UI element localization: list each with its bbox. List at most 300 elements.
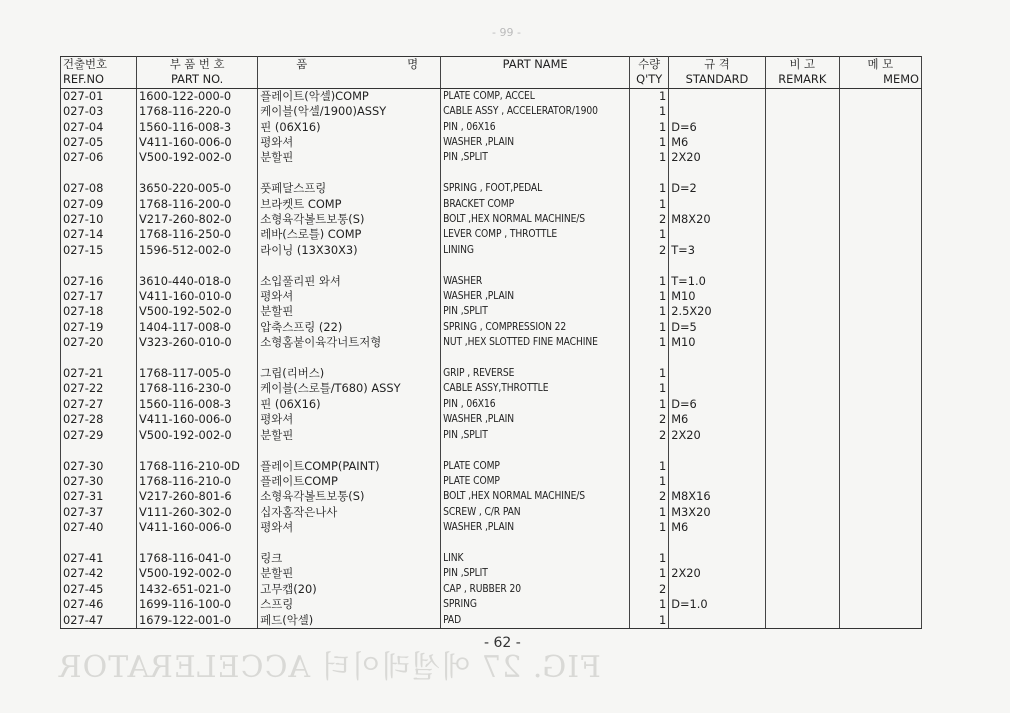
standard-cell: D=5 — [669, 320, 766, 335]
korean-name-cell: 케이블(스로틀/T680) ASSY — [258, 381, 441, 396]
ref-no-cell: 027-29 — [61, 428, 137, 443]
remark-cell — [765, 381, 839, 396]
part-no-cell: 1600-122-000-0 — [137, 88, 258, 104]
table-row — [61, 536, 922, 551]
part-name-cell: PIN ,SPLIT — [441, 428, 630, 443]
remark-cell — [765, 212, 839, 227]
ref-no-cell: 027-16 — [61, 274, 137, 289]
header-memo: MEMO — [839, 72, 921, 88]
qty-cell: 1 — [630, 104, 669, 119]
table-row — [61, 505, 922, 520]
qty-cell: 1 — [630, 335, 669, 350]
remark-cell — [765, 597, 839, 612]
part-name-cell: LEVER COMP , THROTTLE — [441, 227, 630, 242]
header-row-korean — [61, 57, 922, 73]
memo-cell — [839, 304, 921, 319]
qty-cell: 1 — [630, 381, 669, 396]
ref-no-cell — [61, 351, 137, 366]
remark-cell — [765, 412, 839, 427]
remark-cell — [765, 120, 839, 135]
korean-name-cell: 분할핀 — [258, 150, 441, 165]
qty-cell: 2 — [630, 243, 669, 258]
standard-cell: 2X20 — [669, 566, 766, 581]
korean-name-cell: 라이닝 (13X30X3) — [258, 243, 441, 258]
korean-name-cell: 레바(스로틀) COMP — [258, 227, 441, 242]
part-no-cell: V500-192-002-0 — [137, 150, 258, 165]
table-row — [61, 135, 922, 150]
memo-cell — [839, 459, 921, 474]
table-row — [61, 566, 922, 581]
header-part-kor: 부 품 번 호 — [137, 57, 258, 73]
korean-name-cell: 평와셔 — [258, 289, 441, 304]
part-name-cell: SPRING — [441, 597, 630, 612]
korean-name-cell: 분할핀 — [258, 566, 441, 581]
part-no-cell: V411-160-010-0 — [137, 289, 258, 304]
korean-name-cell — [258, 351, 441, 366]
part-name-cell: PIN ,SPLIT — [441, 304, 630, 319]
parts-rows — [61, 88, 922, 628]
part-no-cell: V411-160-006-0 — [137, 520, 258, 535]
part-no-cell: 1768-117-005-0 — [137, 366, 258, 381]
bleed-through-text: FIG. 27 에셀레이터 ACCELERATOR — [58, 650, 601, 685]
korean-name-cell: 소입풀리핀 와셔 — [258, 274, 441, 289]
part-name-cell: WASHER ,PLAIN — [441, 289, 630, 304]
memo-cell — [839, 520, 921, 535]
ref-no-cell: 027-21 — [61, 366, 137, 381]
standard-cell: T=1.0 — [669, 274, 766, 289]
korean-name-cell: 페드(악셀) — [258, 613, 441, 629]
ref-no-cell — [61, 536, 137, 551]
qty-cell: 1 — [630, 274, 669, 289]
remark-cell — [765, 366, 839, 381]
table-row — [61, 104, 922, 119]
memo-cell — [839, 443, 921, 458]
standard-cell: M8X16 — [669, 489, 766, 504]
part-no-cell: 1404-117-008-0 — [137, 320, 258, 335]
part-no-cell: V323-260-010-0 — [137, 335, 258, 350]
header-row-english — [61, 72, 922, 88]
qty-cell: 1 — [630, 227, 669, 242]
standard-cell: M6 — [669, 412, 766, 427]
standard-cell: M6 — [669, 135, 766, 150]
korean-name-cell: 풋페달스프링 — [258, 181, 441, 196]
korean-name-cell: 소형육각볼트보통(S) — [258, 212, 441, 227]
memo-cell — [839, 613, 921, 629]
memo-cell — [839, 227, 921, 242]
ref-no-cell: 027-09 — [61, 197, 137, 212]
remark-cell — [765, 304, 839, 319]
remark-cell — [765, 289, 839, 304]
ref-no-cell: 027-37 — [61, 505, 137, 520]
ref-no-cell: 027-18 — [61, 304, 137, 319]
table-row — [61, 150, 922, 165]
memo-cell — [839, 243, 921, 258]
part-name-cell: BRACKET COMP — [441, 197, 630, 212]
remark-cell — [765, 489, 839, 504]
qty-cell: 1 — [630, 197, 669, 212]
header-part-name: PART NAME — [441, 57, 630, 73]
korean-name-cell: 플레이트COMP — [258, 474, 441, 489]
standard-cell — [669, 613, 766, 629]
part-name-cell: WASHER ,PLAIN — [441, 135, 630, 150]
remark-cell — [765, 582, 839, 597]
memo-cell — [839, 397, 921, 412]
table-row — [61, 443, 922, 458]
standard-cell — [669, 551, 766, 566]
ref-no-cell: 027-31 — [61, 489, 137, 504]
ref-no-cell: 027-47 — [61, 613, 137, 629]
ref-no-cell: 027-17 — [61, 289, 137, 304]
qty-cell: 1 — [630, 505, 669, 520]
korean-name-cell: 평와셔 — [258, 412, 441, 427]
header-name-kor — [258, 57, 441, 73]
remark-cell — [765, 520, 839, 535]
standard-cell — [669, 197, 766, 212]
qty-cell: 1 — [630, 320, 669, 335]
part-no-cell: 1560-116-008-3 — [137, 397, 258, 412]
memo-cell — [839, 197, 921, 212]
remark-cell — [765, 351, 839, 366]
table-row — [61, 489, 922, 504]
memo-cell — [839, 120, 921, 135]
part-no-cell: 1768-116-200-0 — [137, 197, 258, 212]
part-no-cell: V217-260-802-0 — [137, 212, 258, 227]
memo-cell — [839, 566, 921, 581]
remark-cell — [765, 258, 839, 273]
memo-cell — [839, 104, 921, 119]
memo-cell — [839, 88, 921, 104]
qty-cell: 2 — [630, 489, 669, 504]
part-name-cell: CABLE ASSY , ACCELERATOR/1900 — [441, 104, 630, 119]
part-no-cell — [137, 258, 258, 273]
table-row — [61, 304, 922, 319]
header-ref-kor: 건출번호 — [61, 57, 137, 73]
korean-name-cell: 십자홈작은나사 — [258, 505, 441, 520]
header-standard-kor: 규 격 — [669, 57, 766, 73]
table-row — [61, 597, 922, 612]
table-row — [61, 428, 922, 443]
memo-cell — [839, 135, 921, 150]
korean-name-cell: 압축스프링 (22) — [258, 320, 441, 335]
table-row — [61, 289, 922, 304]
table-row — [61, 582, 922, 597]
qty-cell: 1 — [630, 150, 669, 165]
part-no-cell: 1596-512-002-0 — [137, 243, 258, 258]
remark-cell — [765, 613, 839, 629]
part-name-cell: PIN , 06X16 — [441, 397, 630, 412]
standard-cell: D=1.0 — [669, 597, 766, 612]
qty-cell: 1 — [630, 397, 669, 412]
header-ref-no: REF.NO — [61, 72, 137, 88]
memo-cell — [839, 212, 921, 227]
memo-cell — [839, 551, 921, 566]
korean-name-cell — [258, 443, 441, 458]
part-name-cell: PLATE COMP — [441, 474, 630, 489]
part-name-cell: LINING — [441, 243, 630, 258]
memo-cell — [839, 335, 921, 350]
part-no-cell: V411-160-006-0 — [137, 135, 258, 150]
standard-cell — [669, 582, 766, 597]
korean-name-cell: 스프링 — [258, 597, 441, 612]
remark-cell — [765, 320, 839, 335]
header-ename-blank — [441, 72, 630, 88]
korean-name-cell: 링크 — [258, 551, 441, 566]
part-no-cell: 1768-116-250-0 — [137, 227, 258, 242]
qty-cell: 2 — [630, 428, 669, 443]
memo-cell — [839, 489, 921, 504]
part-no-cell: 1432-651-021-0 — [137, 582, 258, 597]
standard-cell: M10 — [669, 335, 766, 350]
remark-cell — [765, 459, 839, 474]
korean-name-cell: 고무캡(20) — [258, 582, 441, 597]
qty-cell: 2 — [630, 212, 669, 227]
standard-cell — [669, 88, 766, 104]
qty-cell — [630, 258, 669, 273]
standard-cell: D=6 — [669, 120, 766, 135]
standard-cell — [669, 258, 766, 273]
standard-cell — [669, 166, 766, 181]
qty-cell: 1 — [630, 474, 669, 489]
part-name-cell — [441, 443, 630, 458]
korean-name-cell: 평와셔 — [258, 520, 441, 535]
part-name-cell: WASHER — [441, 274, 630, 289]
part-no-cell: 1768-116-220-0 — [137, 104, 258, 119]
part-name-cell: CAP , RUBBER 20 — [441, 582, 630, 597]
table-row — [61, 197, 922, 212]
table-row — [61, 397, 922, 412]
qty-cell: 1 — [630, 135, 669, 150]
remark-cell — [765, 227, 839, 242]
part-name-cell — [441, 166, 630, 181]
top-page-mark: - 99 - — [492, 26, 521, 39]
header-standard: STANDARD — [669, 72, 766, 88]
part-name-cell: SCREW , C/R PAN — [441, 505, 630, 520]
remark-cell — [765, 474, 839, 489]
page-number: - 62 - — [484, 635, 521, 651]
korean-name-cell: 케이블(악셀/1900)ASSY — [258, 104, 441, 119]
remark-cell — [765, 181, 839, 196]
korean-name-cell: 핀 (06X16) — [258, 120, 441, 135]
memo-cell — [839, 597, 921, 612]
standard-cell — [669, 351, 766, 366]
ref-no-cell: 027-03 — [61, 104, 137, 119]
qty-cell: 1 — [630, 366, 669, 381]
remark-cell — [765, 166, 839, 181]
qty-cell — [630, 443, 669, 458]
standard-cell — [669, 443, 766, 458]
qty-cell — [630, 536, 669, 551]
part-name-cell — [441, 258, 630, 273]
remark-cell — [765, 274, 839, 289]
memo-cell — [839, 428, 921, 443]
table-row — [61, 412, 922, 427]
part-name-cell: BOLT ,HEX NORMAL MACHINE/S — [441, 489, 630, 504]
ref-no-cell: 027-30 — [61, 459, 137, 474]
korean-name-cell: 플레이트COMP(PAINT) — [258, 459, 441, 474]
remark-cell — [765, 443, 839, 458]
table-row — [61, 243, 922, 258]
qty-cell — [630, 351, 669, 366]
table-row — [61, 258, 922, 273]
standard-cell — [669, 381, 766, 396]
header-qty: Q'TY — [630, 72, 669, 88]
part-no-cell: 1560-116-008-3 — [137, 120, 258, 135]
remark-cell — [765, 135, 839, 150]
header-qty-kor: 수량 — [630, 57, 669, 73]
ref-no-cell: 027-06 — [61, 150, 137, 165]
header-name-kor-2: 명 — [407, 57, 419, 71]
memo-cell — [839, 320, 921, 335]
header-memo-kor: 메 모 — [839, 57, 921, 73]
part-no-cell — [137, 536, 258, 551]
korean-name-cell: 평와셔 — [258, 135, 441, 150]
standard-cell — [669, 474, 766, 489]
korean-name-cell: 그립(리버스) — [258, 366, 441, 381]
ref-no-cell: 027-01 — [61, 88, 137, 104]
remark-cell — [765, 428, 839, 443]
table-row — [61, 227, 922, 242]
qty-cell: 1 — [630, 289, 669, 304]
korean-name-cell: 소형육각볼트보통(S) — [258, 489, 441, 504]
standard-cell — [669, 536, 766, 551]
part-no-cell: 1768-116-230-0 — [137, 381, 258, 396]
memo-cell — [839, 166, 921, 181]
remark-cell — [765, 551, 839, 566]
standard-cell: M10 — [669, 289, 766, 304]
standard-cell: 2.5X20 — [669, 304, 766, 319]
part-name-cell: NUT ,HEX SLOTTED FINE MACHINE — [441, 335, 630, 350]
table-row — [61, 335, 922, 350]
remark-cell — [765, 243, 839, 258]
korean-name-cell — [258, 536, 441, 551]
header-remark-kor: 비 고 — [765, 57, 839, 73]
table-row — [61, 613, 922, 629]
ref-no-cell: 027-20 — [61, 335, 137, 350]
memo-cell — [839, 412, 921, 427]
qty-cell: 2 — [630, 582, 669, 597]
part-name-cell — [441, 351, 630, 366]
part-no-cell — [137, 166, 258, 181]
qty-cell: 1 — [630, 551, 669, 566]
parts-list-table — [60, 56, 922, 629]
table-row — [61, 551, 922, 566]
remark-cell — [765, 150, 839, 165]
part-name-cell: WASHER ,PLAIN — [441, 520, 630, 535]
memo-cell — [839, 536, 921, 551]
part-name-cell: PIN ,SPLIT — [441, 566, 630, 581]
standard-cell — [669, 459, 766, 474]
ref-no-cell: 027-10 — [61, 212, 137, 227]
korean-name-cell: 분할핀 — [258, 428, 441, 443]
qty-cell: 1 — [630, 459, 669, 474]
memo-cell — [839, 366, 921, 381]
part-no-cell: V500-192-002-0 — [137, 428, 258, 443]
header-part-no: PART NO. — [137, 72, 258, 88]
part-no-cell: 3650-220-005-0 — [137, 181, 258, 196]
part-no-cell: V411-160-006-0 — [137, 412, 258, 427]
ref-no-cell: 027-40 — [61, 520, 137, 535]
table-row — [61, 274, 922, 289]
remark-cell — [765, 335, 839, 350]
memo-cell — [839, 150, 921, 165]
qty-cell: 2 — [630, 412, 669, 427]
part-name-cell: PAD — [441, 613, 630, 629]
header-name-kor-1: 품 — [296, 57, 308, 71]
standard-cell: D=2 — [669, 181, 766, 196]
header-name-blank — [258, 72, 441, 88]
table-row — [61, 320, 922, 335]
memo-cell — [839, 181, 921, 196]
part-name-cell: PLATE COMP, ACCEL — [441, 88, 630, 104]
part-name-cell: GRIP , REVERSE — [441, 366, 630, 381]
korean-name-cell: 소형홈붙이육각너트저형 — [258, 335, 441, 350]
ref-no-cell — [61, 443, 137, 458]
remark-cell — [765, 397, 839, 412]
part-no-cell: V500-192-502-0 — [137, 304, 258, 319]
memo-cell — [839, 582, 921, 597]
memo-cell — [839, 381, 921, 396]
remark-cell — [765, 104, 839, 119]
table-row — [61, 88, 922, 104]
ref-no-cell: 027-27 — [61, 397, 137, 412]
qty-cell: 1 — [630, 520, 669, 535]
remark-cell — [765, 197, 839, 212]
qty-cell: 1 — [630, 566, 669, 581]
part-name-cell: PIN , 06X16 — [441, 120, 630, 135]
korean-name-cell — [258, 166, 441, 181]
memo-cell — [839, 505, 921, 520]
ref-no-cell: 027-19 — [61, 320, 137, 335]
qty-cell: 1 — [630, 613, 669, 629]
part-name-cell: BOLT ,HEX NORMAL MACHINE/S — [441, 212, 630, 227]
part-name-cell: SPRING , FOOT,PEDAL — [441, 181, 630, 196]
qty-cell: 1 — [630, 88, 669, 104]
korean-name-cell — [258, 258, 441, 273]
part-no-cell: 1768-116-210-0 — [137, 474, 258, 489]
ref-no-cell — [61, 258, 137, 273]
table-row — [61, 381, 922, 396]
table-row — [61, 181, 922, 196]
qty-cell: 1 — [630, 597, 669, 612]
table-row — [61, 474, 922, 489]
ref-no-cell: 027-15 — [61, 243, 137, 258]
ref-no-cell — [61, 166, 137, 181]
memo-cell — [839, 474, 921, 489]
table-row — [61, 459, 922, 474]
header-remark: REMARK — [765, 72, 839, 88]
part-no-cell: 1699-116-100-0 — [137, 597, 258, 612]
ref-no-cell: 027-41 — [61, 551, 137, 566]
standard-cell: M3X20 — [669, 505, 766, 520]
korean-name-cell: 브라켓트 COMP — [258, 197, 441, 212]
part-no-cell: 1679-122-001-0 — [137, 613, 258, 629]
korean-name-cell: 분할핀 — [258, 304, 441, 319]
standard-cell: 2X20 — [669, 428, 766, 443]
ref-no-cell: 027-45 — [61, 582, 137, 597]
ref-no-cell: 027-14 — [61, 227, 137, 242]
part-name-cell: PIN ,SPLIT — [441, 150, 630, 165]
table-row — [61, 520, 922, 535]
part-name-cell: WASHER ,PLAIN — [441, 412, 630, 427]
ref-no-cell: 027-30 — [61, 474, 137, 489]
part-name-cell: SPRING , COMPRESSION 22 — [441, 320, 630, 335]
qty-cell: 1 — [630, 120, 669, 135]
qty-cell: 1 — [630, 304, 669, 319]
standard-cell: D=6 — [669, 397, 766, 412]
qty-cell: 1 — [630, 181, 669, 196]
standard-cell: 2X20 — [669, 150, 766, 165]
memo-cell — [839, 351, 921, 366]
